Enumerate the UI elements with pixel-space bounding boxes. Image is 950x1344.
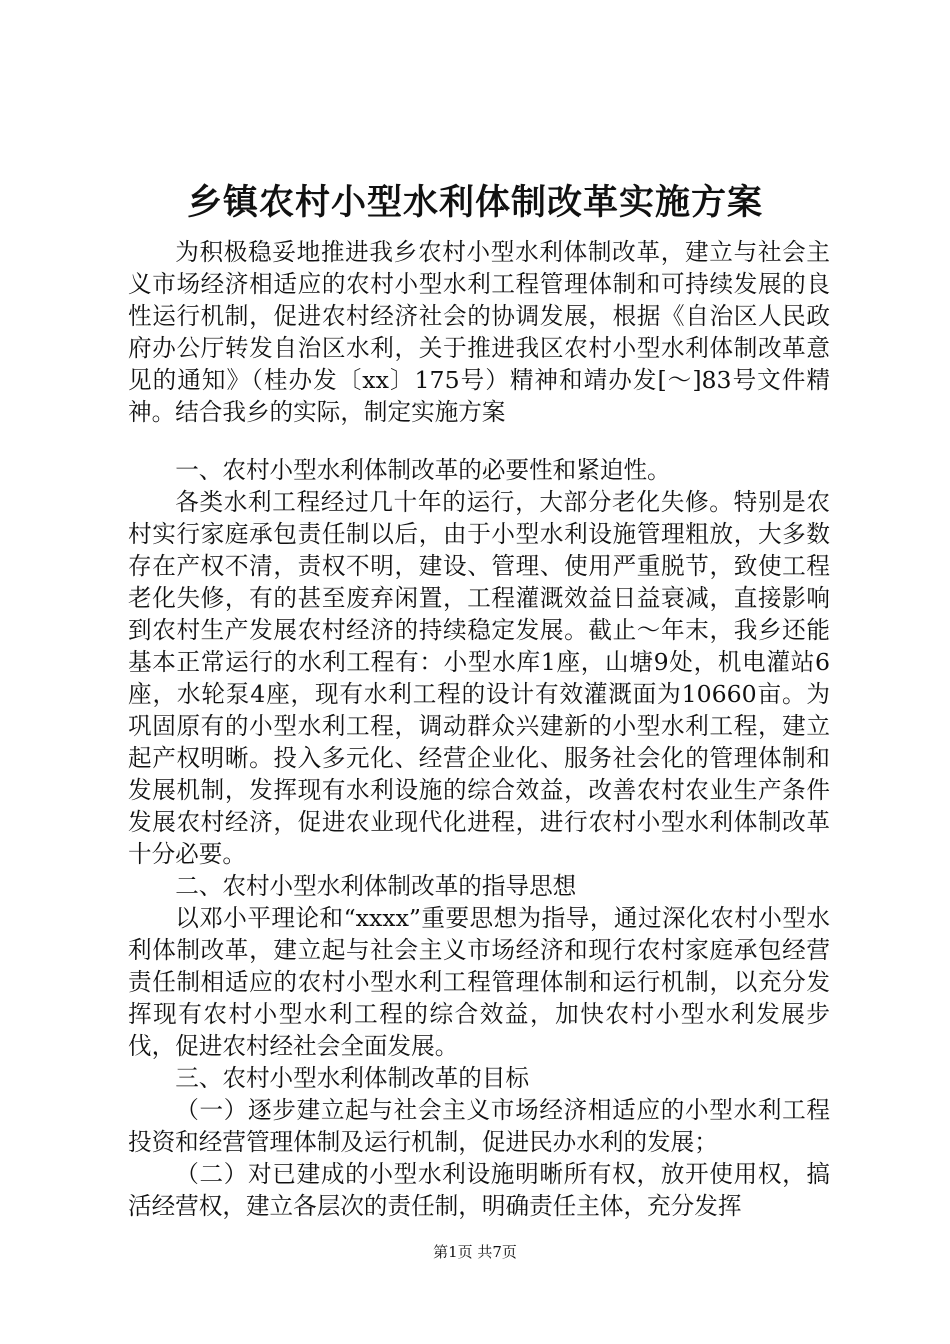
paragraph-section-2: 以邓小平理论和“xxxx”重要思想为指导，通过深化农村小型水利体制改革，建立起与社会主义市场经济和现行农村家庭承包经营责任制相适应的农村小型水利工程管理体制和运行机制，以充分发挥现有农村小型水利工程的综合效益，加快农村小型水利发展步伐，促进农村经社会全面发展。 bbox=[128, 904, 830, 1060]
document-title: 乡镇农村小型水利体制改革实施方案 bbox=[186, 182, 763, 223]
document-body bbox=[128, 236, 830, 1222]
paragraph-goal-2: （二）对已建成的小型水利设施明晰所有权，放开使用权，搞活经营权，建立各层次的责任制，明确责任主体，充分发挥 bbox=[128, 1160, 830, 1220]
section-heading-2: 二、农村小型水利体制改革的指导思想 bbox=[175, 872, 577, 900]
paragraph-goal-1: （一）逐步建立起与社会主义市场经济相适应的小型水利工程投资和经营管理体制及运行机制，促进民办水利的发展； bbox=[128, 1096, 830, 1156]
page-number-footer: 第1页 共7页 bbox=[433, 1243, 517, 1261]
paragraph-intro: 为积极稳妥地推进我乡农村小型水利体制改革，建立与社会主义市场经济相适应的农村小型水利工程管理体制和可持续发展的良性运行机制，促进农村经济社会的协调发展，根据《自治区人民政府办公厅转发自治区水利，关于推进我区农村小型水利体制改革意见的通知》（桂办发〔xx〕175号）精神和靖办发[～]83号文件精神。结合我乡的实际，制定实施方案 bbox=[128, 238, 830, 426]
section-heading-1: 一、农村小型水利体制改革的必要性和紧迫性。 bbox=[175, 456, 671, 484]
paragraph-section-1: 各类水利工程经过几十年的运行，大部分老化失修。特别是农村实行家庭承包责任制以后，由于小型水利设施管理粗放，大多数存在产权不清，责权不明，建设、管理、使用严重脱节，致使工程老化失修，有的甚至废弃闲置，工程灌溉效益日益衰减，直接影响到农村生产发展农村经济的持续稳定发展。截止～年末，我乡还能基本正常运行的水利工程有：小型水库1座，山塘9处，机电灌站6座，水轮泵4座，现有水利工程的设计有效灌溉面为10660亩。为巩固原有的小型水利工程，调动群众兴建新的小型水利工程，建立起产权明晰。投入多元化、经营企业化、服务社会化的管理体制和发展机制，发挥现有水利设施的综合效益，改善农村农业生产条件发展农村经济，促进农业现代化进程，进行农村小型水利体制改革十分必要。 bbox=[128, 488, 830, 868]
section-heading-3: 三、农村小型水利体制改革的目标 bbox=[175, 1064, 530, 1092]
